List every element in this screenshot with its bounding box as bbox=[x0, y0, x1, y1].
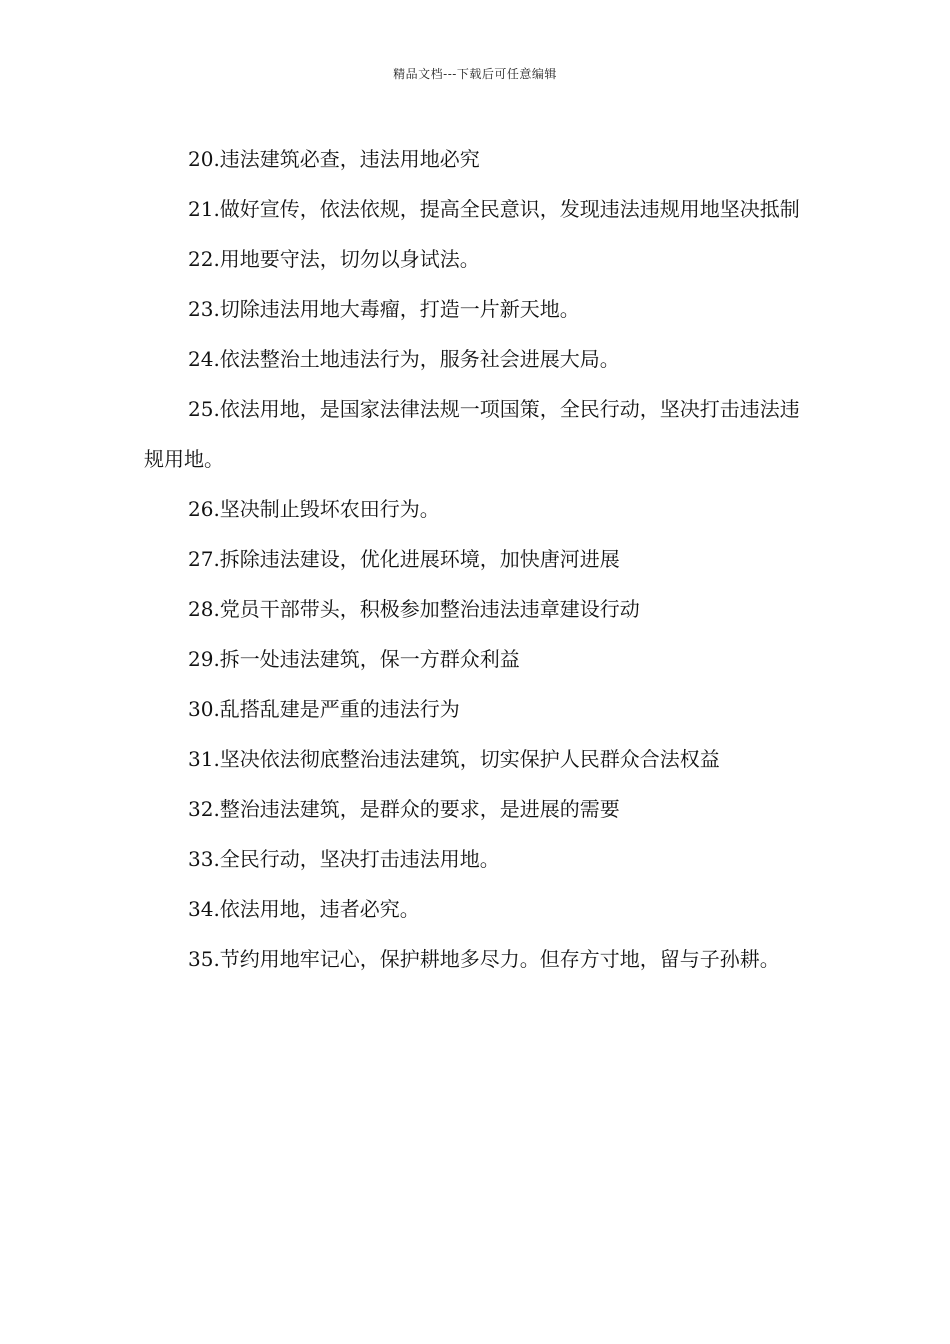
list-item: 24.依法整治土地违法行为，服务社会进展大局。 bbox=[188, 347, 620, 371]
list-item: 34.依法用地，违者必究。 bbox=[188, 897, 420, 921]
list-item: 27.拆除违法建设，优化进展环境，加快唐河进展 bbox=[188, 547, 620, 571]
list-item: 29.拆一处违法建筑，保一方群众利益 bbox=[188, 647, 520, 671]
list-item: 33.全民行动，坚决打击违法用地。 bbox=[188, 847, 500, 871]
list-item: 23.切除违法用地大毒瘤，打造一片新天地。 bbox=[188, 297, 580, 321]
list-item: 31.坚决依法彻底整治违法建筑，切实保护人民群众合法权益 bbox=[188, 747, 720, 771]
page-header: 精品文档---下载后可任意编辑 bbox=[393, 67, 557, 81]
list-item: 20.违法建筑必查，违法用地必究 bbox=[188, 147, 480, 171]
slogan-list bbox=[144, 134, 810, 984]
list-item: 21.做好宣传，依法依规，提高全民意识，发现违法违规用地坚决抵制 bbox=[188, 197, 800, 221]
list-item: 22.用地要守法，切勿以身试法。 bbox=[188, 247, 480, 271]
list-item: 30.乱搭乱建是严重的违法行为 bbox=[188, 697, 460, 721]
list-item: 25.依法用地，是国家法律法规一项国策，全民行动，坚决打击违法违规用地。 bbox=[144, 397, 800, 471]
list-item: 32.整治违法建筑，是群众的要求，是进展的需要 bbox=[188, 797, 620, 821]
list-item: 28.党员干部带头，积极参加整治违法违章建设行动 bbox=[188, 597, 640, 621]
list-item: 26.坚决制止毁坏农田行为。 bbox=[188, 497, 440, 521]
list-item: 35.节约用地牢记心，保护耕地多尽力。但存方寸地，留与子孙耕。 bbox=[188, 947, 780, 971]
